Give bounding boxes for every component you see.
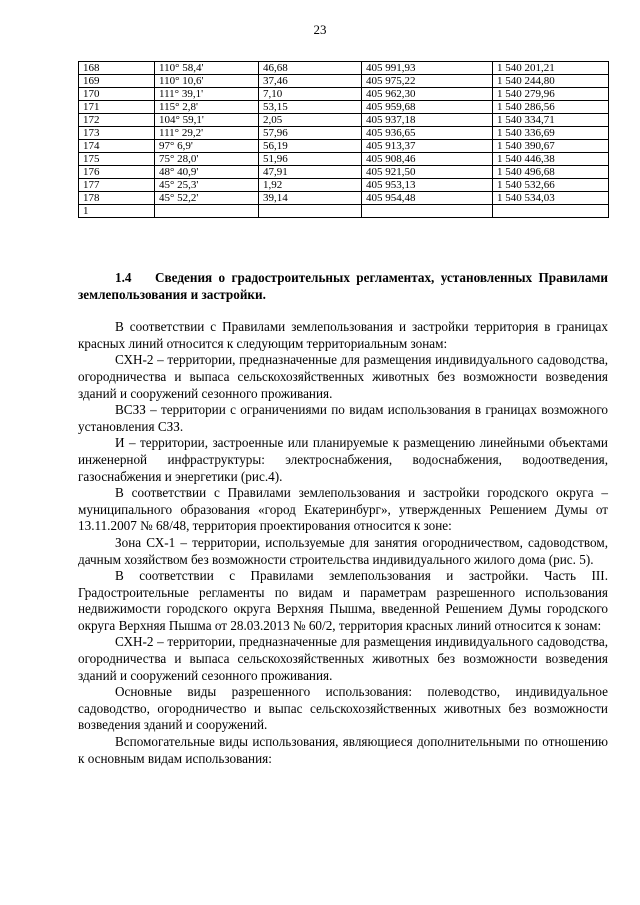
table-cell: 405 913,37 [362, 140, 493, 153]
table-row [79, 205, 609, 218]
table-cell: 45° 52,2' [155, 192, 259, 205]
table-cell: 1 [79, 205, 155, 218]
table-cell: 169 [79, 75, 155, 88]
table-cell: 56,19 [259, 140, 362, 153]
table-cell: 173 [79, 127, 155, 140]
table-cell: 1 540 244,80 [493, 75, 609, 88]
coordinates-table [78, 61, 609, 218]
table-cell: 1 540 496,68 [493, 166, 609, 179]
section-title: Сведения о градостроительных регламентах, установленных Правилами землепользования и застройки. [78, 270, 608, 302]
paragraph: СХН-2 – территории, предназначенные для размещения индивидуального садоводства, огородничества и выпаса сельскохозяйственных животных без возможности возведения зданий и сооружений сезонного проживания. [78, 352, 608, 401]
table-cell: 104° 59,1' [155, 114, 259, 127]
table-cell: 1 540 279,96 [493, 88, 609, 101]
table-cell: 1 540 201,21 [493, 62, 609, 75]
table-cell: 53,15 [259, 101, 362, 114]
paragraph: Вспомогательные виды использования, являющиеся дополнительными по отношению к основным видам использования: [78, 734, 608, 766]
table-cell: 51,96 [259, 153, 362, 166]
paragraph: В соответствии с Правилами землепользования и застройки территория в границах красных линий относится к следующим территориальным зонам: [78, 319, 608, 351]
table-cell: 177 [79, 179, 155, 192]
table-cell: 405 921,50 [362, 166, 493, 179]
table-cell: 172 [79, 114, 155, 127]
table-cell: 48° 40,9' [155, 166, 259, 179]
table-row [79, 101, 609, 114]
table-cell: 405 975,22 [362, 75, 493, 88]
table-cell: 110° 58,4' [155, 62, 259, 75]
table-row [79, 166, 609, 179]
table-cell [362, 205, 493, 218]
paragraph: В соответствии с Правилами землепользования и застройки. Часть III. Градостроительные регламенты по видам и параметрам разрешенного использования недвижимости городского округа Верхняя Пышма, введенной Решением Думы городского округа Верхняя Пышма от 28.03.2013 № 60/2, территория красных линий относится к зонам: [78, 568, 608, 633]
table-cell: 405 953,13 [362, 179, 493, 192]
table-row [79, 140, 609, 153]
table-cell [493, 205, 609, 218]
table-cell: 1 540 286,56 [493, 101, 609, 114]
table-cell: 47,91 [259, 166, 362, 179]
table-cell: 175 [79, 153, 155, 166]
table-cell: 405 991,93 [362, 62, 493, 75]
table-cell: 1 540 532,66 [493, 179, 609, 192]
table-row [79, 127, 609, 140]
table-cell: 111° 29,2' [155, 127, 259, 140]
table-cell: 1 540 446,38 [493, 153, 609, 166]
table-cell: 46,68 [259, 62, 362, 75]
table-cell: 405 959,68 [362, 101, 493, 114]
coordinates-table-body [79, 62, 609, 218]
table-cell: 178 [79, 192, 155, 205]
table-cell: 1 540 334,71 [493, 114, 609, 127]
table-cell: 97° 6,9' [155, 140, 259, 153]
table-cell: 37,46 [259, 75, 362, 88]
section-heading [78, 270, 608, 303]
table-cell: 168 [79, 62, 155, 75]
paragraph: В соответствии с Правилами землепользования и застройки городского округа – муниципального образования «город Екатеринбург», утвержденных Решением Думы от 13.11.2007 № 68/48, территория проектирования относится к зоне: [78, 485, 608, 534]
table-cell: 1 540 390,67 [493, 140, 609, 153]
table-cell: 57,96 [259, 127, 362, 140]
table-cell: 405 936,65 [362, 127, 493, 140]
table-cell: 170 [79, 88, 155, 101]
paragraph: И – территории, застроенные или планируемые к размещению линейными объектами инженерной инфраструктуры: электроснабжения, водоснабжения, водоотведения, газоснабжения и энергетики (рис.4). [78, 435, 608, 484]
table-row [79, 153, 609, 166]
paragraph: ВСЗЗ – территории с ограничениями по видам использования в границах возможного установления СЗЗ. [78, 402, 608, 434]
table-cell: 39,14 [259, 192, 362, 205]
table-row [79, 179, 609, 192]
table-cell: 1 540 534,03 [493, 192, 609, 205]
table-cell: 1 540 336,69 [493, 127, 609, 140]
table-cell: 115° 2,8' [155, 101, 259, 114]
table-cell: 174 [79, 140, 155, 153]
table-cell: 110° 10,6' [155, 75, 259, 88]
table-cell: 7,10 [259, 88, 362, 101]
table-cell: 405 908,46 [362, 153, 493, 166]
table-cell: 2,05 [259, 114, 362, 127]
paragraph: СХН-2 – территории, предназначенные для размещения индивидуального садоводства, огородничества и выпаса сельскохозяйственных животных без возможности возведения зданий и сооружений сезонного проживания. [78, 634, 608, 683]
paragraph: Зона СХ-1 – территории, используемые для занятия огородничеством, садоводством, дачным хозяйством без возможности строительства индивидуального жилого дома (рис. 5). [78, 534, 608, 567]
table-cell: 75° 28,0' [155, 153, 259, 166]
table-cell: 45° 25,3' [155, 179, 259, 192]
page-number: 23 [313, 22, 327, 37]
table-cell: 176 [79, 166, 155, 179]
table-cell: 1,92 [259, 179, 362, 192]
document-body [78, 270, 608, 767]
table-row [79, 75, 609, 88]
table-row [79, 62, 609, 75]
table-row [79, 114, 609, 127]
table-cell: 405 954,48 [362, 192, 493, 205]
table-cell [259, 205, 362, 218]
table-cell: 171 [79, 101, 155, 114]
table-cell: 111° 39,1' [155, 88, 259, 101]
section-number: 1.4 [115, 270, 132, 285]
table-cell: 405 937,18 [362, 114, 493, 127]
paragraph: Основные виды разрешенного использования: полеводство, индивидуальное садоводство, огородничество и выпас сельскохозяйственных животных без возможности возведения зданий и сооружений. [78, 684, 608, 733]
table-row [79, 192, 609, 205]
table-cell [155, 205, 259, 218]
table-cell: 405 962,30 [362, 88, 493, 101]
table-row [79, 88, 609, 101]
